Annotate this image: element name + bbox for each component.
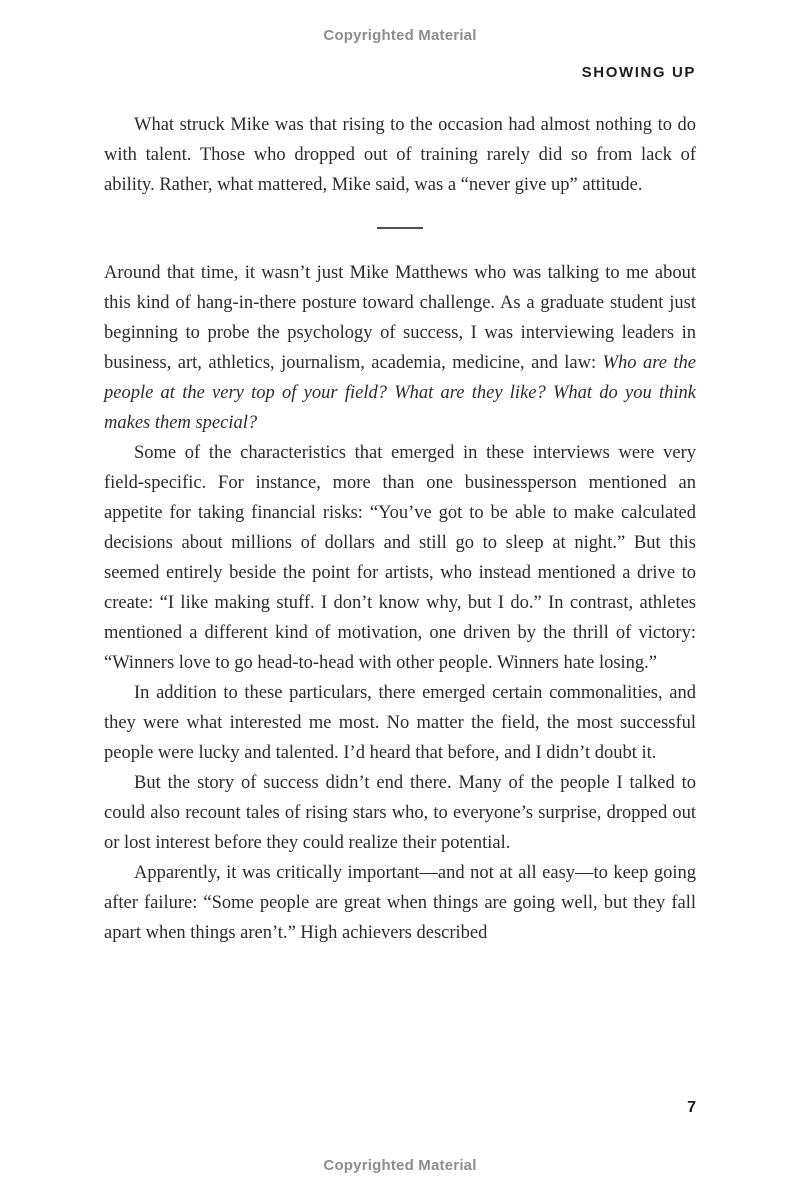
paragraph bbox=[104, 858, 696, 948]
text-run: Around that time, it wasn’t just Mike Matthews who was talking to me about this kind of hang-in-there posture toward challenge. As a graduate student just beginning to probe the psychology of success, I was interviewing leaders in business, art, athletics, journalism, academia, medicine, and law: bbox=[104, 263, 696, 373]
page-number: 7 bbox=[687, 1099, 696, 1116]
text-run: What struck Mike was that rising to the occasion had almost nothing to do with talent. Those who dropped out of training rarely did so from lack of ability. Rather, what mattered, Mike said, was a “never give up” attitude. bbox=[104, 115, 696, 195]
text-run: Apparently, it was critically important—and not at all easy—to keep going after failure: “Some people are great when things are going well, but they fall apart when things aren’t.” High achievers described bbox=[104, 863, 696, 943]
section-divider bbox=[377, 227, 423, 229]
copyright-watermark-top: Copyrighted Material bbox=[323, 27, 477, 44]
copyright-watermark-bottom: Copyrighted Material bbox=[323, 1157, 477, 1174]
paragraph bbox=[104, 258, 696, 438]
paragraph bbox=[104, 438, 696, 678]
paragraph bbox=[104, 110, 696, 200]
running-head: SHOWING UP bbox=[581, 64, 696, 81]
text-run: Some of the characteristics that emerged in these interviews were very field-specific. For instance, more than one businessperson mentioned an appetite for taking financial risks: “You’ve got to be able to make calculated decisions about millions of dollars and still go to sleep at night.” But this seemed entirely beside the point for artists, who instead mentioned a drive to create: “I like making stuff. I don’t know why, but I do.” In contrast, athletes mentioned a different kind of motivation, one driven by the thrill of victory: “Winners love to go head-to-head with other people. Winners hate losing.” bbox=[104, 443, 696, 673]
text-run: In addition to these particulars, there emerged certain commonalities, and they were what interested me most. No matter the field, the most successful people were lucky and talented. I’d heard that before, and I didn’t doubt it. bbox=[104, 683, 696, 763]
text-run: But the story of success didn’t end there. Many of the people I talked to could also recount tales of rising stars who, to everyone’s surprise, dropped out or lost interest before they could realize their potential. bbox=[104, 773, 696, 853]
italic-text-run: Who are the people at the very top of your field? What are they like? What do you think makes them special? bbox=[104, 353, 696, 433]
paragraph bbox=[104, 768, 696, 858]
body-text bbox=[104, 110, 696, 948]
paragraph bbox=[104, 678, 696, 768]
